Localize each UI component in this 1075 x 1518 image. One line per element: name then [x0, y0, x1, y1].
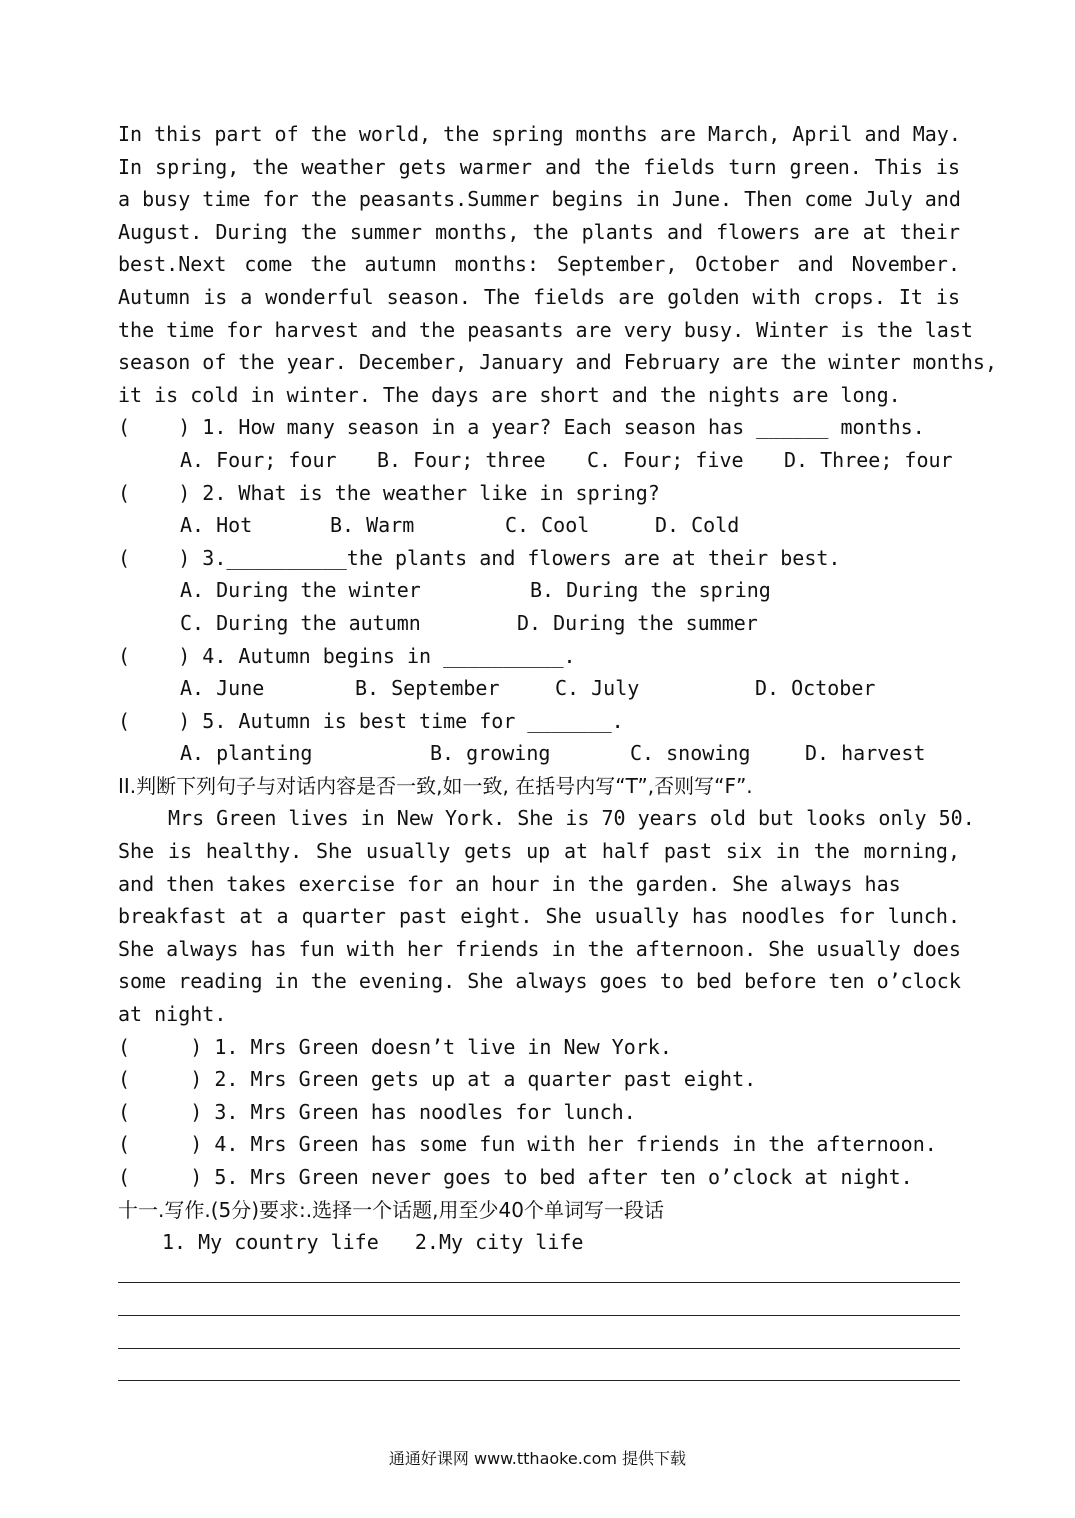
- option-c: C. During the autumn: [180, 610, 421, 635]
- section-true-false: [118, 770, 975, 1194]
- option-c: C. Cool: [505, 513, 590, 538]
- passage-line: best.Next come the autumn months: September, October and November.: [118, 252, 960, 277]
- passage-line: and then takes exercise for an hour in the garden. She always has: [118, 871, 901, 896]
- statement-item: ( ) 1. Mrs Green doesn’t live in New York.: [118, 1034, 672, 1059]
- question-stem: ( ) 1. How many season in a year? Each season has ______ months.: [118, 415, 925, 440]
- question-options: [118, 672, 960, 705]
- option-d: D. October: [755, 676, 876, 701]
- writing-line[interactable]: [118, 1324, 960, 1357]
- option-b: B. During the spring: [530, 578, 771, 603]
- option-a: A. During the winter: [180, 578, 421, 603]
- option-d: D. Cold: [655, 513, 740, 538]
- writing-topics: 1. My country life 2.My city life: [162, 1230, 584, 1255]
- multiple-choice-questions: [118, 411, 960, 770]
- question-options: [118, 574, 960, 607]
- question-stem: ( ) 5. Autumn is best time for _______.: [118, 708, 624, 733]
- passage-line: She always has fun with her friends in the afternoon. She usually does: [118, 936, 961, 961]
- option-c: C. July: [555, 676, 640, 701]
- option-b: B. Warm: [330, 513, 415, 538]
- question-stem: ( ) 4. Autumn begins in __________.: [118, 643, 576, 668]
- option-c: C. Four; five: [587, 447, 744, 472]
- option-d: D. harvest: [805, 741, 926, 766]
- option-d: D. During the summer: [517, 610, 758, 635]
- reading-passage-1: [118, 118, 997, 411]
- worksheet-page: [118, 118, 997, 1389]
- writing-line[interactable]: [118, 1291, 960, 1324]
- passage-line: In this part of the world, the spring months are March, April and May.: [118, 122, 961, 146]
- question-options: [118, 607, 960, 640]
- option-c: C. snowing: [630, 741, 751, 766]
- option-d: D. Three; four: [784, 447, 953, 472]
- passage-line: the time for harvest and the peasants are very busy. Winter is the last: [118, 317, 973, 342]
- statement-item: ( ) 3. Mrs Green has noodles for lunch.: [118, 1099, 636, 1124]
- passage-line: Autumn is a wonderful season. The fields are golden with crops. It is: [118, 284, 960, 309]
- section-writing: [118, 1194, 960, 1390]
- option-a: A. Hot: [180, 513, 253, 538]
- option-b: B. Four; three: [377, 447, 546, 472]
- option-b: B. growing: [430, 741, 551, 766]
- option-a: A. planting: [180, 741, 313, 766]
- question-options: [118, 444, 960, 477]
- page-footer: 通通好课网 www.tthaoke.com 提供下载: [388, 1449, 687, 1468]
- question-stem: ( ) 3.__________the plants and flowers are at their best.: [118, 545, 841, 570]
- statement-item: ( ) 2. Mrs Green gets up at a quarter past eight.: [118, 1067, 757, 1092]
- passage-line: it is cold in winter. The days are short and the nights are long.: [118, 382, 901, 407]
- passage-line: some reading in the evening. She always goes to bed before ten o’clock: [118, 969, 961, 994]
- passage-line: breakfast at a quarter past eight. She usually has noodles for lunch.: [118, 904, 960, 929]
- question-options: [118, 737, 960, 770]
- passage-line: August. During the summer months, the plants and flowers are at their: [118, 219, 960, 244]
- statement-item: ( ) 4. Mrs Green has some fun with her friends in the afternoon.: [118, 1132, 937, 1157]
- question-options: [118, 509, 960, 542]
- question-stem: ( ) 2. What is the weather like in spring?: [118, 480, 660, 505]
- passage-line: at night.: [118, 1002, 227, 1027]
- passage-line: In spring, the weather gets warmer and the fields turn green. This is: [118, 154, 960, 179]
- section-heading: 十一.写作.(5分)要求:.选择一个话题,用至少40个单词写一段话: [118, 1197, 664, 1222]
- writing-line[interactable]: [118, 1357, 960, 1390]
- passage-line: Mrs Green lives in New York. She is 70 years old but looks only 50.: [168, 806, 975, 831]
- passage-line: a busy time for the peasants.Summer begins in June. Then come July and: [118, 187, 961, 212]
- option-a: A. Four; four: [180, 447, 337, 472]
- writing-line[interactable]: [118, 1259, 960, 1292]
- statement-item: ( ) 5. Mrs Green never goes to bed after ten o’clock at night.: [118, 1165, 913, 1189]
- option-a: A. June: [180, 676, 265, 701]
- option-b: B. September: [355, 676, 500, 701]
- passage-line: season of the year. December, January and February are the winter months,: [118, 350, 997, 375]
- section-heading: II.判断下列句子与对话内容是否一致,如一致, 在括号内写“T”,否则写“F”.: [118, 773, 753, 798]
- passage-line: She is healthy. She usually gets up at half past six in the morning,: [118, 839, 960, 864]
